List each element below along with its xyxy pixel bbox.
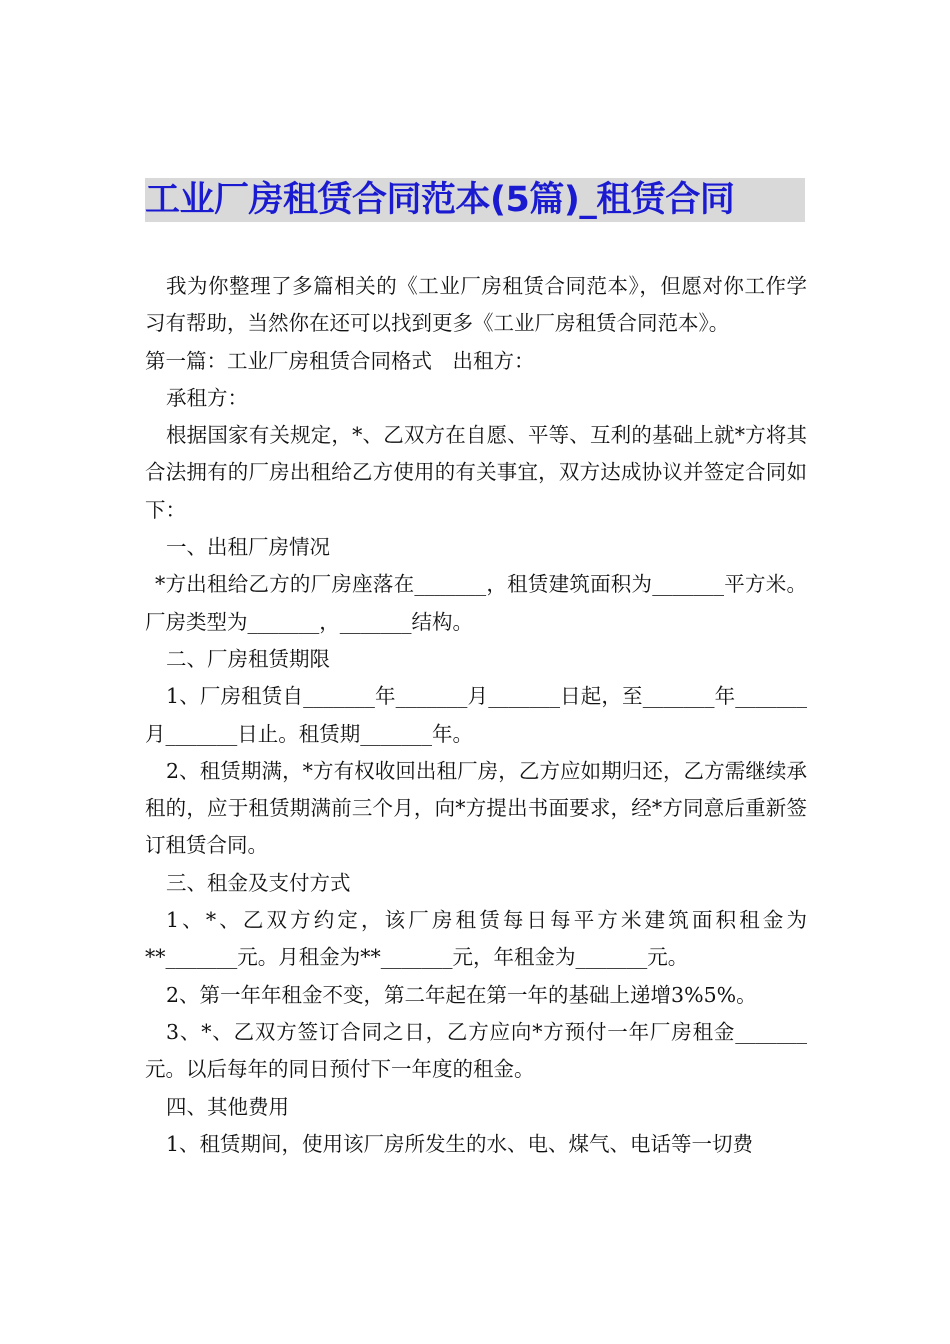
clause-heading-1: 一、出租厂房情况: [166, 535, 330, 560]
clause-3-item-2: 2、第一年年租金不变，第二年起在第一年的基础上递增3%5%。: [166, 982, 757, 1007]
clause-2-item-1: 1、厂房租赁自_______年_______月_______日起，至_______年_______月_______日止。租赁期_______年。: [145, 684, 807, 746]
clause-1-text: *方出租给乙方的厂房座落在_______，租赁建筑面积为_______平方米。厂房类型为_______，_______结构。: [145, 572, 807, 634]
lessee-line: 承租方：: [166, 385, 248, 410]
clause-4-item-1: 1、租赁期间，使用该厂房所发生的水、电、煤气、电话等一切费: [166, 1131, 754, 1156]
document-title: 工业厂房租赁合同范本(5篇)_租赁合同: [145, 178, 805, 222]
intro-paragraph: 我为你整理了多篇相关的《工业厂房租赁合同范本》，但愿对你工作学习有帮助，当然你在还可以找到更多《工业厂房租赁合同范本》。: [145, 274, 807, 336]
clause-2-item-2: 2、租赁期满，*方有权收回出租厂房，乙方应如期归还，乙方需继续承租的，应于租赁期满前三个月，向*方提出书面要求，经*方同意后重新签订租赁合同。: [145, 758, 807, 858]
clause-heading-3: 三、租金及支付方式: [166, 870, 351, 895]
clause-heading-2: 二、厂房租赁期限: [166, 646, 330, 671]
preamble-paragraph: 根据国家有关规定，*、乙双方在自愿、平等、互利的基础上就*方将其合法拥有的厂房出租给乙方使用的有关事宜，双方达成协议并签定合同如下：: [145, 423, 807, 522]
section-heading-first: 第一篇：工业厂房租赁合同格式 出租方：: [145, 348, 535, 373]
clause-3-item-1: 1、*、乙双方约定，该厂房租赁每日每平方米建筑面积租金为**_______元。月租金为**_______元，年租金为_______元。: [145, 908, 807, 970]
clause-heading-4: 四、其他费用: [166, 1094, 289, 1119]
document-body: [145, 268, 807, 1163]
clause-3-item-3: 3、*、乙双方签订合同之日，乙方应向*方预付一年厂房租金_______元。以后每年的同日预付下一年度的租金。: [145, 1019, 807, 1082]
